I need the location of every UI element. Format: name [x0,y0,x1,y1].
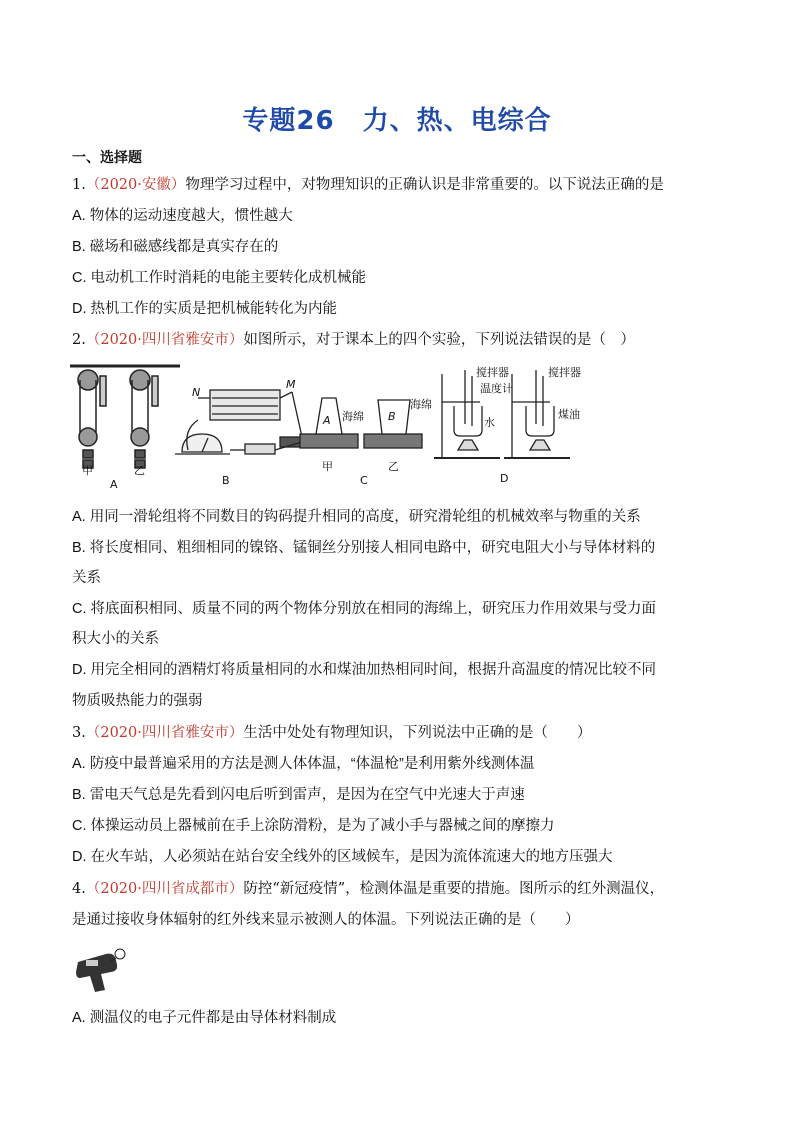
q2-option-b-cont: 关系 [72,570,101,586]
figure-d-caption: D [500,472,509,485]
figure-a-pulleys [70,366,180,468]
q2-stem: 2.（2020·四川省雅安市）如图所示，对于课本上的四个实验，下列说法错误的是（ ） [72,332,635,348]
q3-option-c: C. 体操运动员上器械前在手上涂防滑粉，是为了减小手与器械之间的摩擦力 [72,818,555,834]
thermometer-gun-icon [72,944,132,994]
q3-stem: 3.（2020·四川省雅安市）生活中处处有物理知识，下列说法中正确的是（ ） [72,725,592,741]
q3-option-d: D. 在火车站，人必须站在站台安全线外的区域候车，是因为流体流速大的地方压强大 [72,849,613,865]
q4-source: （2020·四川省成都市） [85,881,244,897]
figure-c-sponges [300,398,422,448]
q4-stem-cont: 是通过接收身体辐射的红外线来显示被测人的体温。下列说法正确的是（ ） [72,912,580,928]
section-heading: 一、选择题 [72,150,142,166]
page-title [0,100,794,137]
figure-d-stirrer-1: 搅拌器 [476,366,509,379]
figure-c-left-label: 甲 [322,460,333,473]
figure-b-m-label: M [286,378,296,391]
figure-d-stirrer-2: 搅拌器 [548,366,581,379]
figure-c-block-b: B [388,410,396,423]
figure-b-caption: B [222,474,230,487]
figure-c-right-label: 乙 [388,460,399,473]
figure-d-thermometer: 温度计 [480,382,513,395]
q2-option-c-cont: 积大小的关系 [72,631,159,647]
figure-a-caption: A [110,478,118,491]
q4-option-a: A. 测温仪的电子元件都是由导体材料制成 [72,1010,337,1026]
q2-figure [70,362,750,492]
q2-option-d: D. 用完全相同的酒精灯将质量相同的水和煤油加热相同时间，根据升高温度的情况比较不同 [72,662,657,678]
figure-c-sponge-1: 海绵 [342,410,364,423]
q2-option-d-cont: 物质吸热能力的强弱 [72,693,203,709]
q1-option-b: B. 磁场和磁感线都是真实存在的 [72,239,279,255]
q2-option-a: A. 用同一滑轮组将不同数目的钩码提升相同的高度，研究滑轮组的机械效率与物重的关系 [72,509,641,525]
figure-a-left-label: 甲 [82,464,93,477]
figure-a-right-label: 乙 [134,464,145,477]
title-sub: 力、热、电综合 [362,106,552,136]
figure-d-kerosene: 煤油 [558,408,580,421]
q1-option-c: C. 电动机工作时消耗的电能主要转化成机械能 [72,270,367,286]
title-main: 专题26 [242,106,335,136]
figure-c-block-a: A [323,414,331,427]
q1-source: （2020·安徽） [85,177,186,193]
figure-b-circuit [175,390,302,454]
q2-source: （2020·四川省雅安市） [85,332,244,348]
figure-c-sponge-2: 海绵 [410,398,432,411]
q1-option-d: D. 热机工作的实质是把机械能转化为内能 [72,301,338,317]
q2-option-b: B. 将长度相同、粗细相同的镍铬、锰铜丝分别接人相同电路中，研究电阻大小与导体材料的 [72,540,656,556]
figure-c-caption: C [360,474,368,487]
figure-b-n-label: N [192,386,201,399]
q1-stem: 1.（2020·安徽）物理学习过程中，对物理知识的正确认识是非常重要的。以下说法正确的是 [72,177,664,193]
q1-option-a: A. 物体的运动速度越大，惯性越大 [72,208,293,224]
q3-option-a: A. 防疫中最普遍采用的方法是测人体体温，“体温枪”是利用紫外线测体温 [72,756,535,772]
q3-source: （2020·四川省雅安市） [85,725,244,741]
q3-option-b: B. 雷电天气总是先看到闪电后听到雷声，是因为在空气中光速大于声速 [72,787,525,803]
figure-d-water: 水 [484,416,495,429]
q4-stem: 4.（2020·四川省成都市）防控“新冠疫情”，检测体温是重要的措施。图所示的红外测温仪， [72,881,665,897]
q2-option-c: C. 将底面积相同、质量不同的两个物体分别放在相同的海绵上，研究压力作用效果与受力面 [72,601,657,617]
